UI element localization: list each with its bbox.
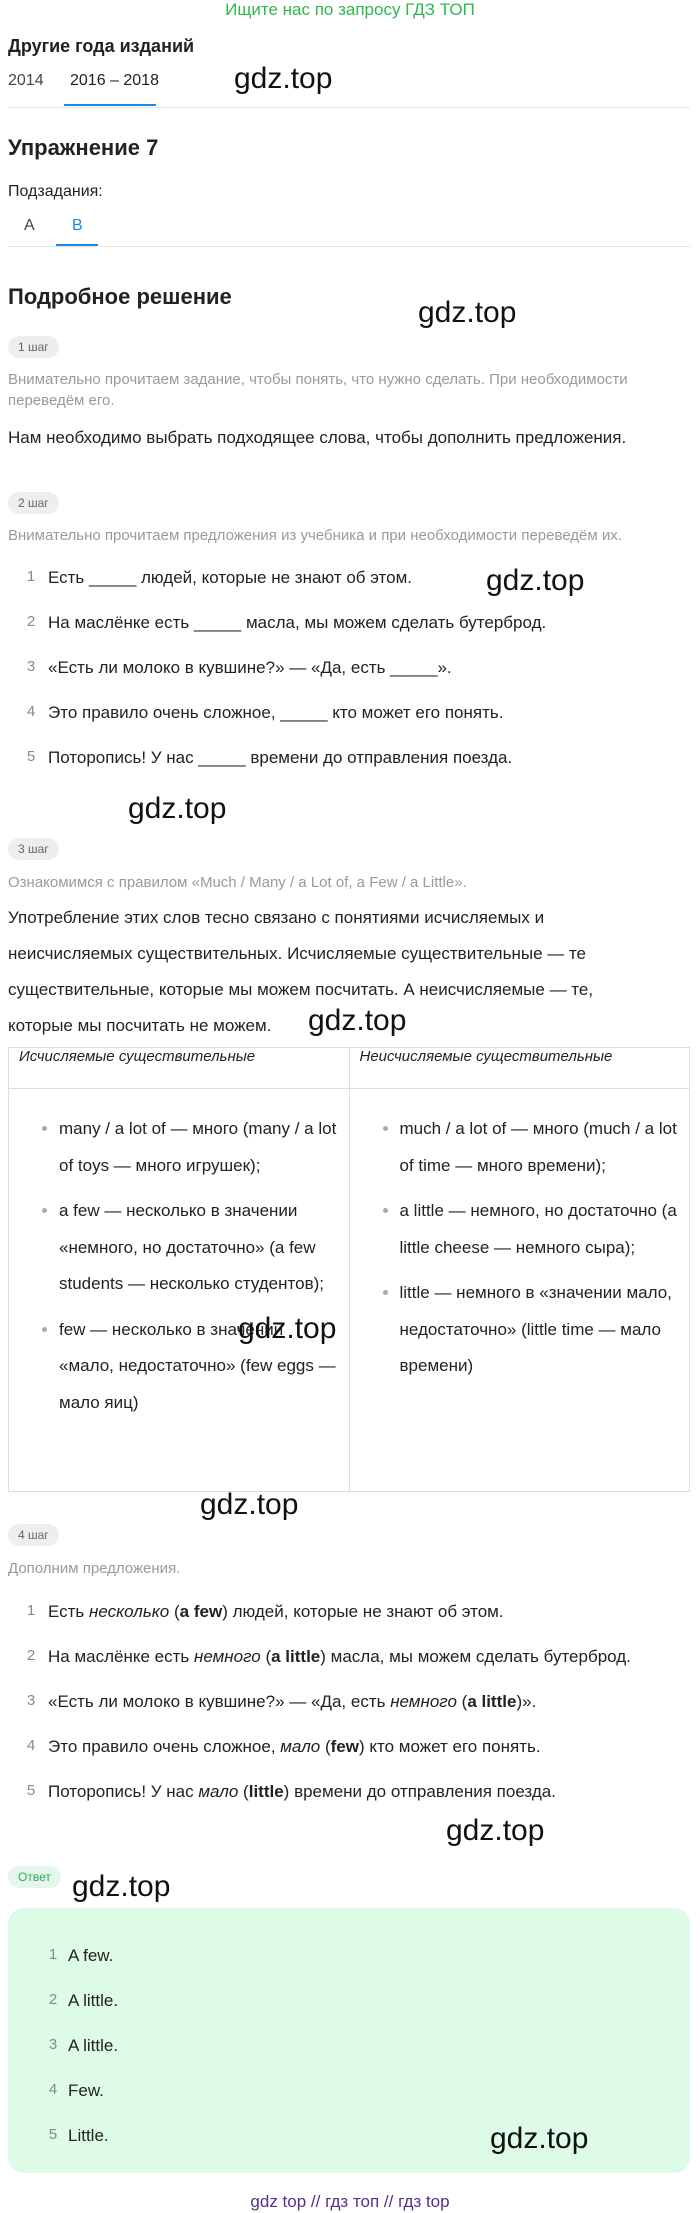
step-text: Нам необходимо выбрать подходящее слова, чтобы дополнить предложения. (8, 428, 627, 447)
table-cell-countable (9, 1089, 350, 1492)
table-header-uncountable: Неисчисляемые существительные (349, 1048, 690, 1089)
rule-item: • much / a lot of — много (much / a lot of time — много времени); (400, 1111, 678, 1184)
editions-title: Другие года изданий (8, 36, 195, 56)
watermark: gdz.top (446, 1814, 545, 1847)
item-number: 4 (48, 2081, 58, 2098)
divider (8, 107, 690, 108)
subtask-tab-a[interactable]: A (24, 217, 35, 234)
table-header-countable: Исчисляемые существительные (9, 1048, 350, 1089)
item-number: 3 (26, 658, 36, 675)
step-hint: Дополним предложения. (8, 1560, 181, 1577)
watermark: gdz.top (128, 792, 227, 825)
watermark: gdz.top (234, 62, 333, 95)
step-badge: 2 шаг (8, 492, 59, 514)
edition-tab-2016-2018[interactable]: 2016 – 2018 (70, 72, 159, 89)
watermark: gdz.top (418, 296, 517, 329)
footer-links[interactable]: gdz top // гдз топ // гдз top (250, 2192, 450, 2211)
table-cell-uncountable (349, 1089, 690, 1492)
divider (8, 246, 690, 247)
item-number: 1 (26, 1602, 36, 1619)
item-number: 1 (26, 568, 36, 585)
promo-banner[interactable]: Ищите нас по запросу ГДЗ ТОП (225, 0, 475, 19)
item-number: 5 (48, 2126, 58, 2143)
answer-badge: Ответ (8, 1866, 61, 1888)
item-number: 3 (26, 1692, 36, 1709)
item-number: 2 (48, 1991, 58, 2008)
step-hint: Внимательно прочитаем задание, чтобы понять, что нужно сделать. При необходимости переведём его. (8, 371, 628, 409)
rule-item: • many / a lot of — много (many / a lot of toys — много игрушек); (59, 1111, 337, 1184)
edition-tab-2014[interactable]: 2014 (8, 72, 44, 89)
watermark: gdz.top (486, 564, 585, 597)
rule-item: • little — немного в «значении мало, недостаточно» (little time — мало времени) (400, 1275, 678, 1385)
step-hint: Внимательно прочитаем предложения из учебника и при необходимости переведём их. (8, 527, 622, 544)
answer-box: 1 A few. 2 A little. 3 A little. 4 Few. 5 Little. (8, 1908, 690, 2173)
watermark: gdz.top (490, 2122, 589, 2155)
watermark: gdz.top (72, 1870, 171, 1903)
rule-item: • few — несколько в значении «мало, недостаточно» (few eggs — мало яиц) (59, 1312, 337, 1422)
item-number: 4 (26, 703, 36, 720)
solution-title: Подробное решение (8, 284, 232, 309)
step-hint: Ознакомимся с правилом «Much / Many / a Lot of, a Few / a Little». (8, 874, 467, 891)
item-number: 2 (26, 1647, 36, 1664)
item-number: 3 (48, 2036, 58, 2053)
watermark: gdz.top (308, 1004, 407, 1037)
item-number: 2 (26, 613, 36, 630)
step-badge: 1 шаг (8, 336, 59, 358)
step-badge: 3 шаг (8, 838, 59, 860)
watermark: gdz.top (238, 1312, 337, 1345)
item-number: 4 (26, 1737, 36, 1754)
rules-table (8, 1047, 690, 1492)
watermark: gdz.top (200, 1488, 299, 1521)
subtask-tab-b[interactable]: B (72, 217, 83, 234)
edition-active-underline (64, 104, 156, 106)
step-paragraph: Употребление этих слов тесно связано с понятиями исчисляемых и неисчисляемых существительных. Исчисляемые существительные — те существительные, которые мы можем посчитать. А неисчисляемые — те, которые мы посчитать не можем. (8, 908, 594, 1035)
rule-item: • a little — немного, но достаточно (a little cheese — немного сыра); (400, 1193, 678, 1266)
exercise-title: Упражнение 7 (8, 135, 159, 160)
step-badge: 4 шаг (8, 1524, 59, 1546)
item-number: 5 (26, 1782, 36, 1799)
subtasks-label: Подзадания: (8, 183, 103, 200)
item-number: 1 (48, 1946, 58, 1963)
rule-item: • a few — несколько в значении «немного, но достаточно» (a few students — несколько студентов); (59, 1193, 337, 1303)
item-number: 5 (26, 748, 36, 765)
